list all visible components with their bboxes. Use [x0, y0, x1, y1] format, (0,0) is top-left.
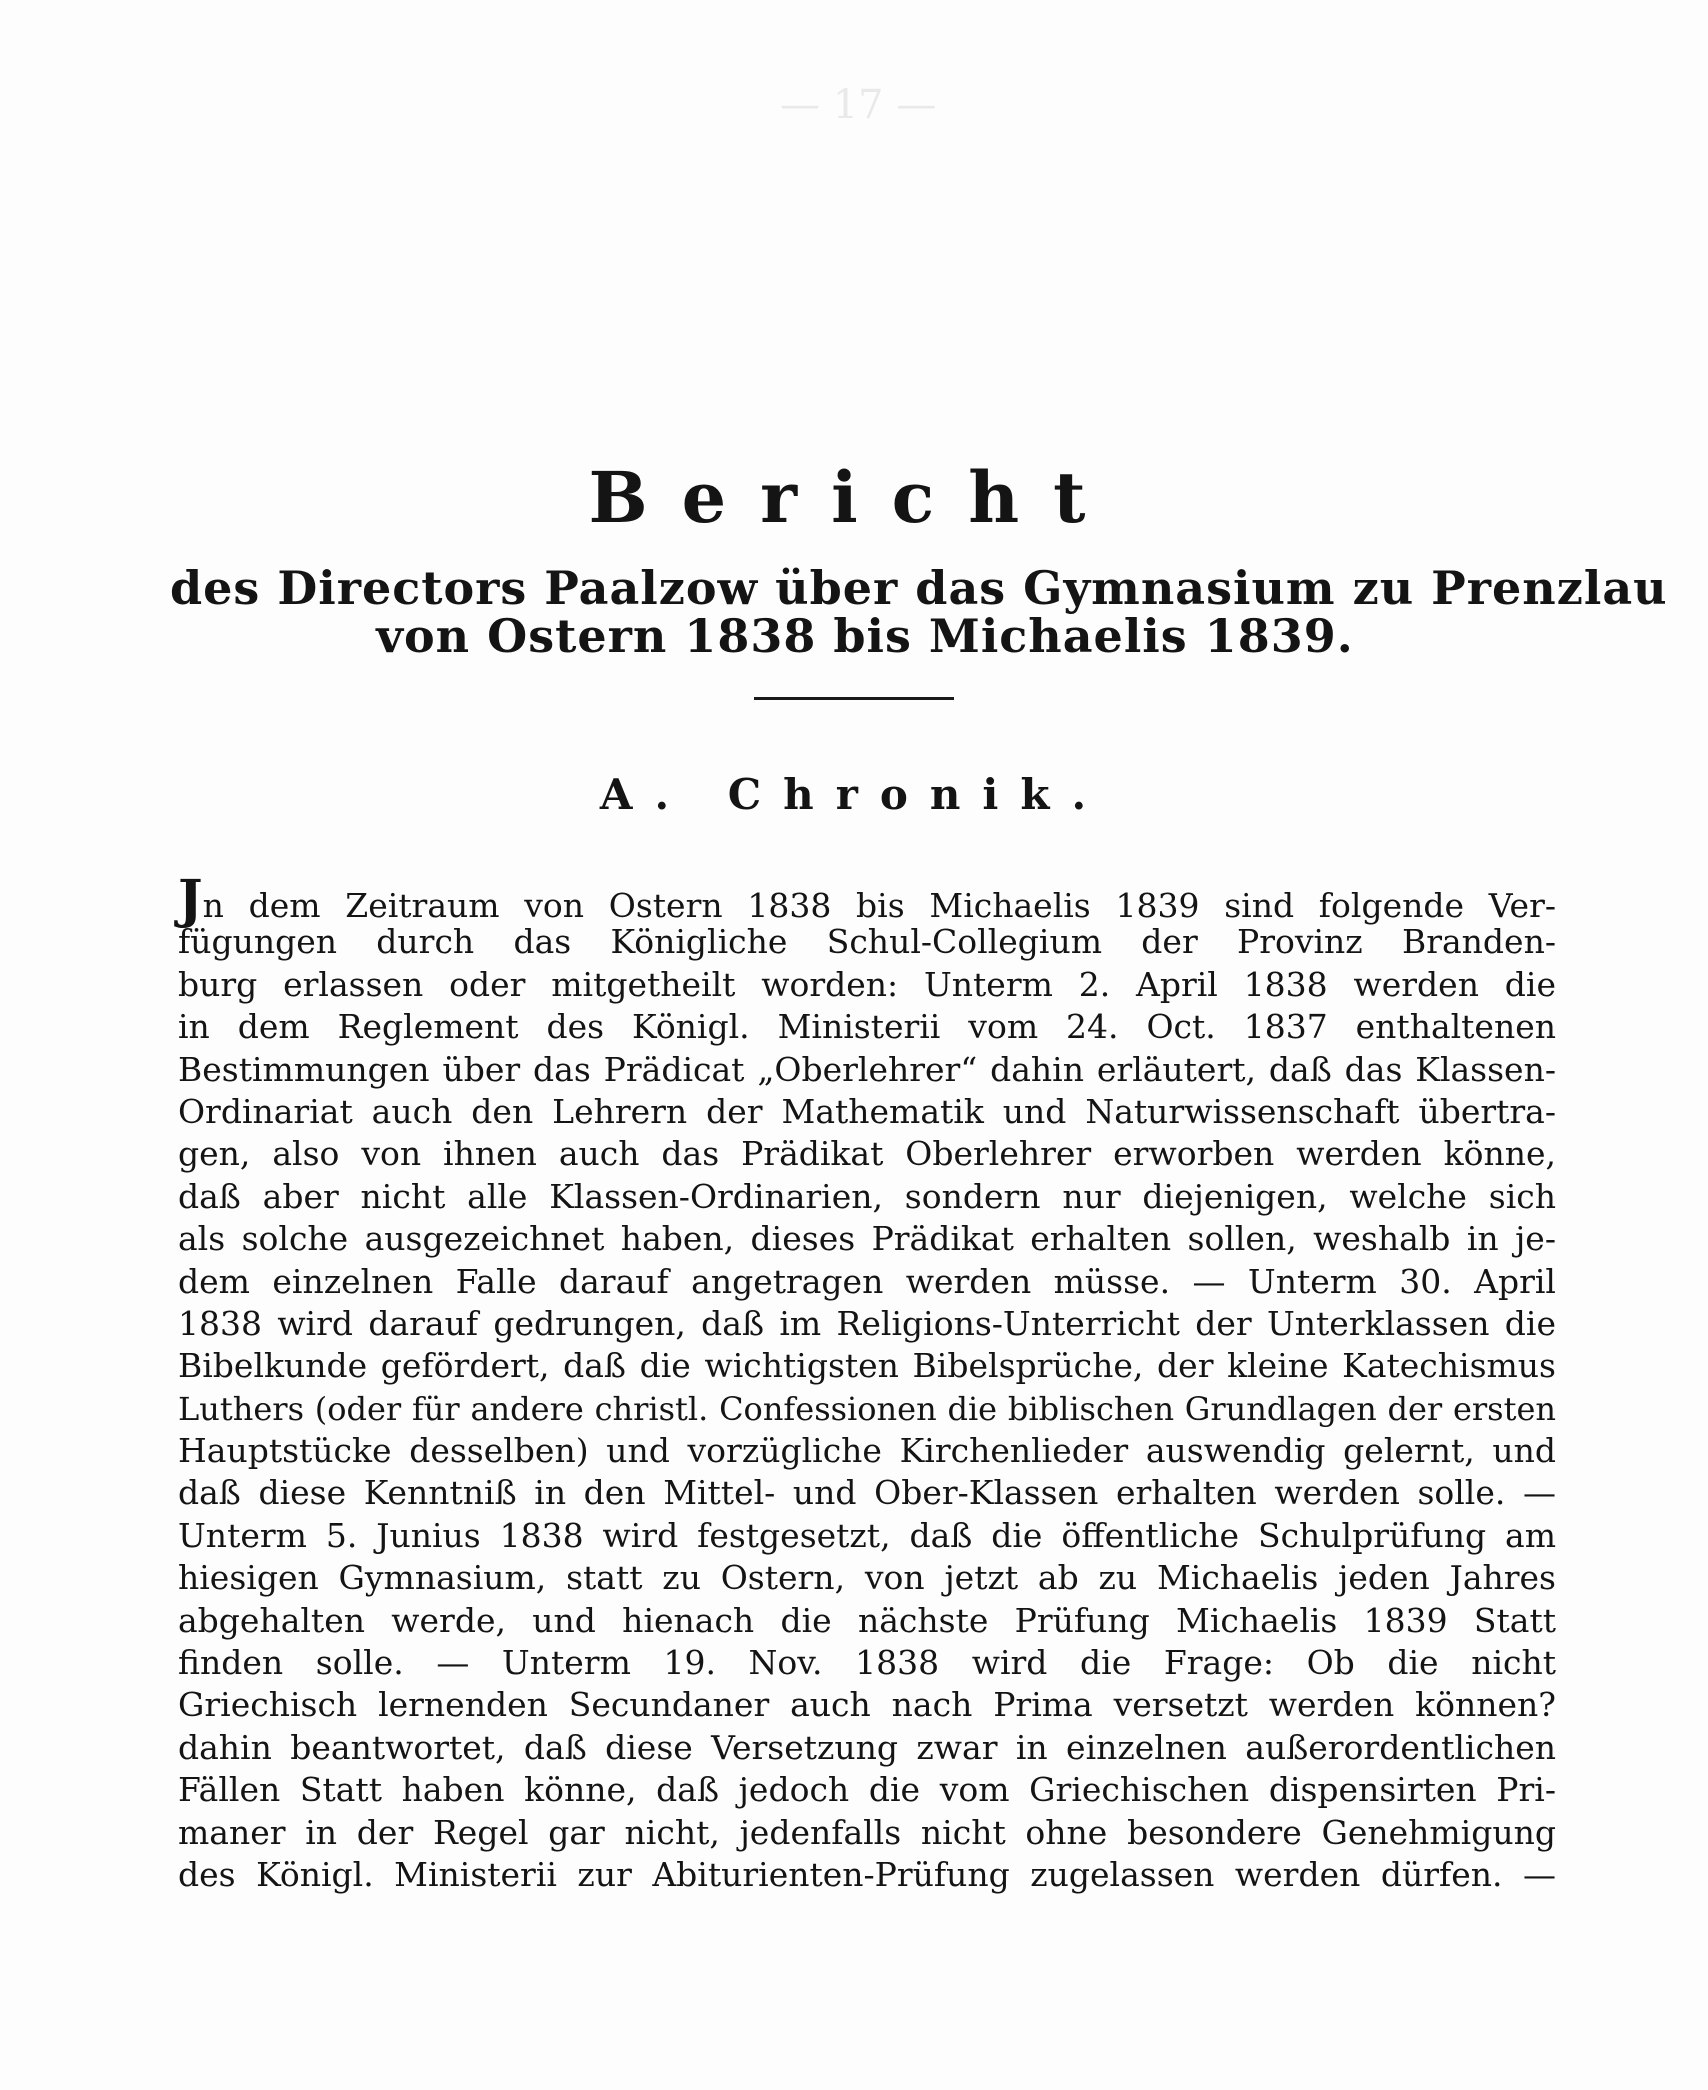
body-line: Bibelkunde gefördert, daß die wichtigsten Bibelsprüche, der kleine Katechismus — [178, 1346, 1556, 1386]
body-line: in dem Reglement des Königl. Ministerii vom 24. Oct. 1837 enthaltenen — [178, 1007, 1556, 1047]
body-line: Unterm 5. Junius 1838 wird festgesetzt, daß die öffentliche Schulprüfung am — [178, 1515, 1556, 1555]
body-line: Bestimmungen über das Prädicat „Oberlehrer“ dahin erläutert, daß das Klassen- — [178, 1049, 1556, 1089]
body-line: 1838 wird darauf gedrungen, daß im Religions-Unterricht der Unterklassen die — [178, 1303, 1556, 1343]
bleed-through-page-number: — 17 — — [780, 82, 937, 128]
body-line: maner in der Regel gar nicht, jedenfalls nicht ohne besondere Genehmigung — [178, 1812, 1556, 1852]
body-line: Fällen Statt haben könne, daß jedoch die vom Griechischen dispensirten Pri- — [178, 1770, 1556, 1810]
body-line: gen, also von ihnen auch das Prädikat Oberlehrer erworben werden könne, — [178, 1134, 1556, 1174]
body-line: Ordinariat auch den Lehrern der Mathematik und Naturwissenschaft übertra- — [178, 1091, 1556, 1131]
body-line: abgehalten werde, und hienach die nächste Prüfung Michaelis 1839 Statt — [178, 1600, 1556, 1640]
title-divider — [754, 697, 954, 700]
body-line-1 — [178, 869, 1556, 930]
body-line: finden solle. — Unterm 19. Nov. 1838 wird die Frage: Ob die nicht — [178, 1643, 1556, 1683]
body-line: Luthers (oder für andere christl. Confessionen die biblischen Grundlagen der ersten — [178, 1389, 1556, 1428]
body-line: des Königl. Ministerii zur Abiturienten-Prüfung zugelassen werden dürfen. — — [178, 1854, 1556, 1894]
body-line: als solche ausgezeichnet haben, dieses Prädikat erhalten sollen, weshalb in je- — [178, 1219, 1556, 1259]
body-line: daß aber nicht alle Klassen-Ordinarien, sondern nur diejenigen, welche sich — [178, 1176, 1556, 1216]
body-line: daß diese Kenntniß in den Mittel- und Ober-Klassen erhalten werden solle. — — [178, 1473, 1556, 1513]
report-subtitle-line-1: des Directors Paalzow über das Gymnasium zu Prenzlau — [170, 561, 1668, 615]
body-line: Griechisch lernenden Secundaner auch nach Prima versetzt werden können? — [178, 1685, 1556, 1725]
body-line-1-text: n dem Zeitraum von Ostern 1838 bis Michaelis 1839 sind folgende Ver- — [202, 886, 1556, 925]
body-line: fügungen durch das Königliche Schul-Collegium der Provinz Branden- — [178, 922, 1556, 962]
body-line: burg erlassen oder mitgetheilt worden: Unterm 2. April 1838 werden die — [178, 964, 1556, 1004]
body-line: Hauptstücke desselben) und vorzügliche Kirchenlieder auswendig gelernt, und — [178, 1431, 1556, 1471]
section-heading: A. Chronik. — [599, 770, 1109, 819]
report-subtitle-line-2: von Ostern 1838 bis Michaelis 1839. — [376, 609, 1354, 663]
body-line: dem einzelnen Falle darauf angetragen werden müsse. — Unterm 30. April — [178, 1261, 1556, 1301]
body-line: hiesigen Gymnasium, statt zu Ostern, von jetzt ab zu Michaelis jeden Jahres — [178, 1558, 1556, 1598]
drop-cap-initial: J — [178, 869, 203, 930]
body-line: dahin beantwortet, daß diese Versetzung zwar in einzelnen außerordentlichen — [178, 1727, 1556, 1767]
report-title: Bericht — [588, 456, 1120, 539]
body-paragraph — [178, 869, 1556, 1896]
